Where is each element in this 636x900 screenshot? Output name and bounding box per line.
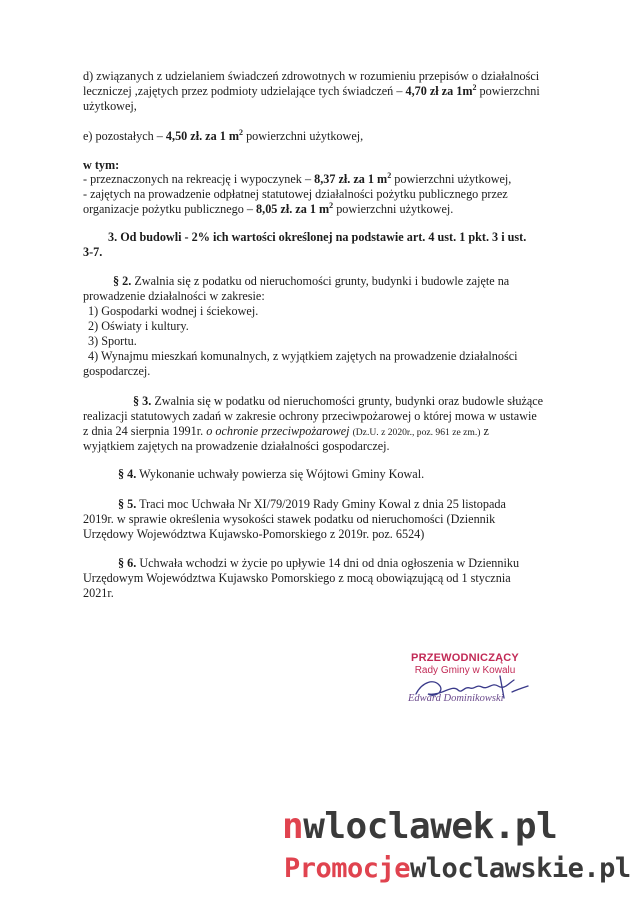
- item-e: e) pozostałych – 4,50 zł. za 1 $m^2$ powierzchni użytkowej,: [83, 128, 364, 143]
- par5-line1: § 5. Traci moc Uchwała Nr XI/79/2019 Rady Gminy Kowal z dnia 25 listopada: [118, 497, 506, 511]
- in-this-line2: - zajętych na prowadzenie odpłatnej statutowej działalności pożytku publicznego przez: [83, 187, 508, 201]
- item-d-line1: d) związanych z udzielaniem świadczeń zdrowotnych w rozumieniu przepisów o działalności: [83, 69, 540, 83]
- par3-line2: realizacji statutowych zadań w zakresie ochrony przeciwpożarowej o której mowa w ustawie: [83, 409, 537, 423]
- point3-line1: 3. Od budowli - 2% ich wartości określonej na podstawie art. 4 ust. 1 pkt. 3 i ust.: [108, 230, 527, 244]
- in-this-line1: - przeznaczonych na rekreację i wypoczynek – 8,37 zł. za 1 $m^2$ powierzchni użytkowej,: [83, 171, 512, 186]
- stamp-title: PRZEWODNICZĄCY: [411, 652, 519, 664]
- par2-item4: 4) Wynajmu mieszkań komunalnych, z wyjątkiem zajętych na prowadzenie działalności: [88, 349, 518, 363]
- par2-item2: 2) Oświaty i kultury.: [88, 319, 189, 333]
- watermark-line2: Promocjewloclawskie.pl: [284, 853, 631, 884]
- par3-line1: § 3. Zwalnia się w podatku od nieruchomości grunty, budynki oraz budowle służące: [133, 394, 544, 408]
- item-d-line2: leczniczej ,zajętych przez podmioty udzielające tych świadczeń – 4,70 zł za $1m^2$ powierzchni: [83, 83, 540, 98]
- par6-line3: 2021r.: [83, 586, 114, 600]
- par2-item4-cont: gospodarczej.: [83, 364, 151, 378]
- par4: § 4. Wykonanie uchwały powierza się Wójtowi Gminy Kowal.: [118, 467, 425, 481]
- item-d-line3: użytkowej,: [83, 99, 137, 113]
- par2-line1: § 2. Zwalnia się z podatku od nieruchomości grunty, budynki i budowle zajęte na: [113, 274, 510, 288]
- par3-line3: z dnia 24 sierpnia 1991r. o ochronie przeciwpożarowej (Dz.U. z 2020r., poz. 961 ze zm.) z: [83, 424, 489, 438]
- par2-item3: 3) Sportu.: [88, 334, 137, 348]
- stamp-name: Edward Dominikowski: [408, 693, 504, 704]
- par3-line4: wyjątkiem zajętych na prowadzenie działalności gospodarczej.: [83, 439, 390, 453]
- par5-line3: Urzędowy Województwa Kujawsko-Pomorskiego z 2019r. poz. 6524): [83, 527, 425, 541]
- par5-line2: 2019r. w sprawie określenia wysokości stawek podatku od nieruchomości (Dziennik: [83, 512, 496, 526]
- par6-line2: Urzędowym Województwa Kujawsko Pomorskiego z mocą obowiązującą od 1 stycznia: [83, 571, 511, 585]
- par2-line2: prowadzenie działalności w zakresie:: [83, 289, 265, 303]
- point3-line2: 3-7.: [83, 245, 103, 259]
- stamp-subtitle: Rady Gminy w Kowalu: [414, 665, 516, 676]
- watermark-line1: nwloclawek.pl: [282, 806, 558, 847]
- in-this-line3: organizacje pożytku publicznego – 8,05 zł. za 1 $m^2$ powierzchni użytkowej.: [83, 201, 454, 216]
- in-this-heading: w tym:: [83, 158, 120, 172]
- par2-item1: 1) Gospodarki wodnej i ściekowej.: [88, 304, 259, 318]
- par6-line1: § 6. Uchwała wchodzi w życie po upływie 14 dni od dnia ogłoszenia w Dzienniku: [118, 556, 520, 570]
